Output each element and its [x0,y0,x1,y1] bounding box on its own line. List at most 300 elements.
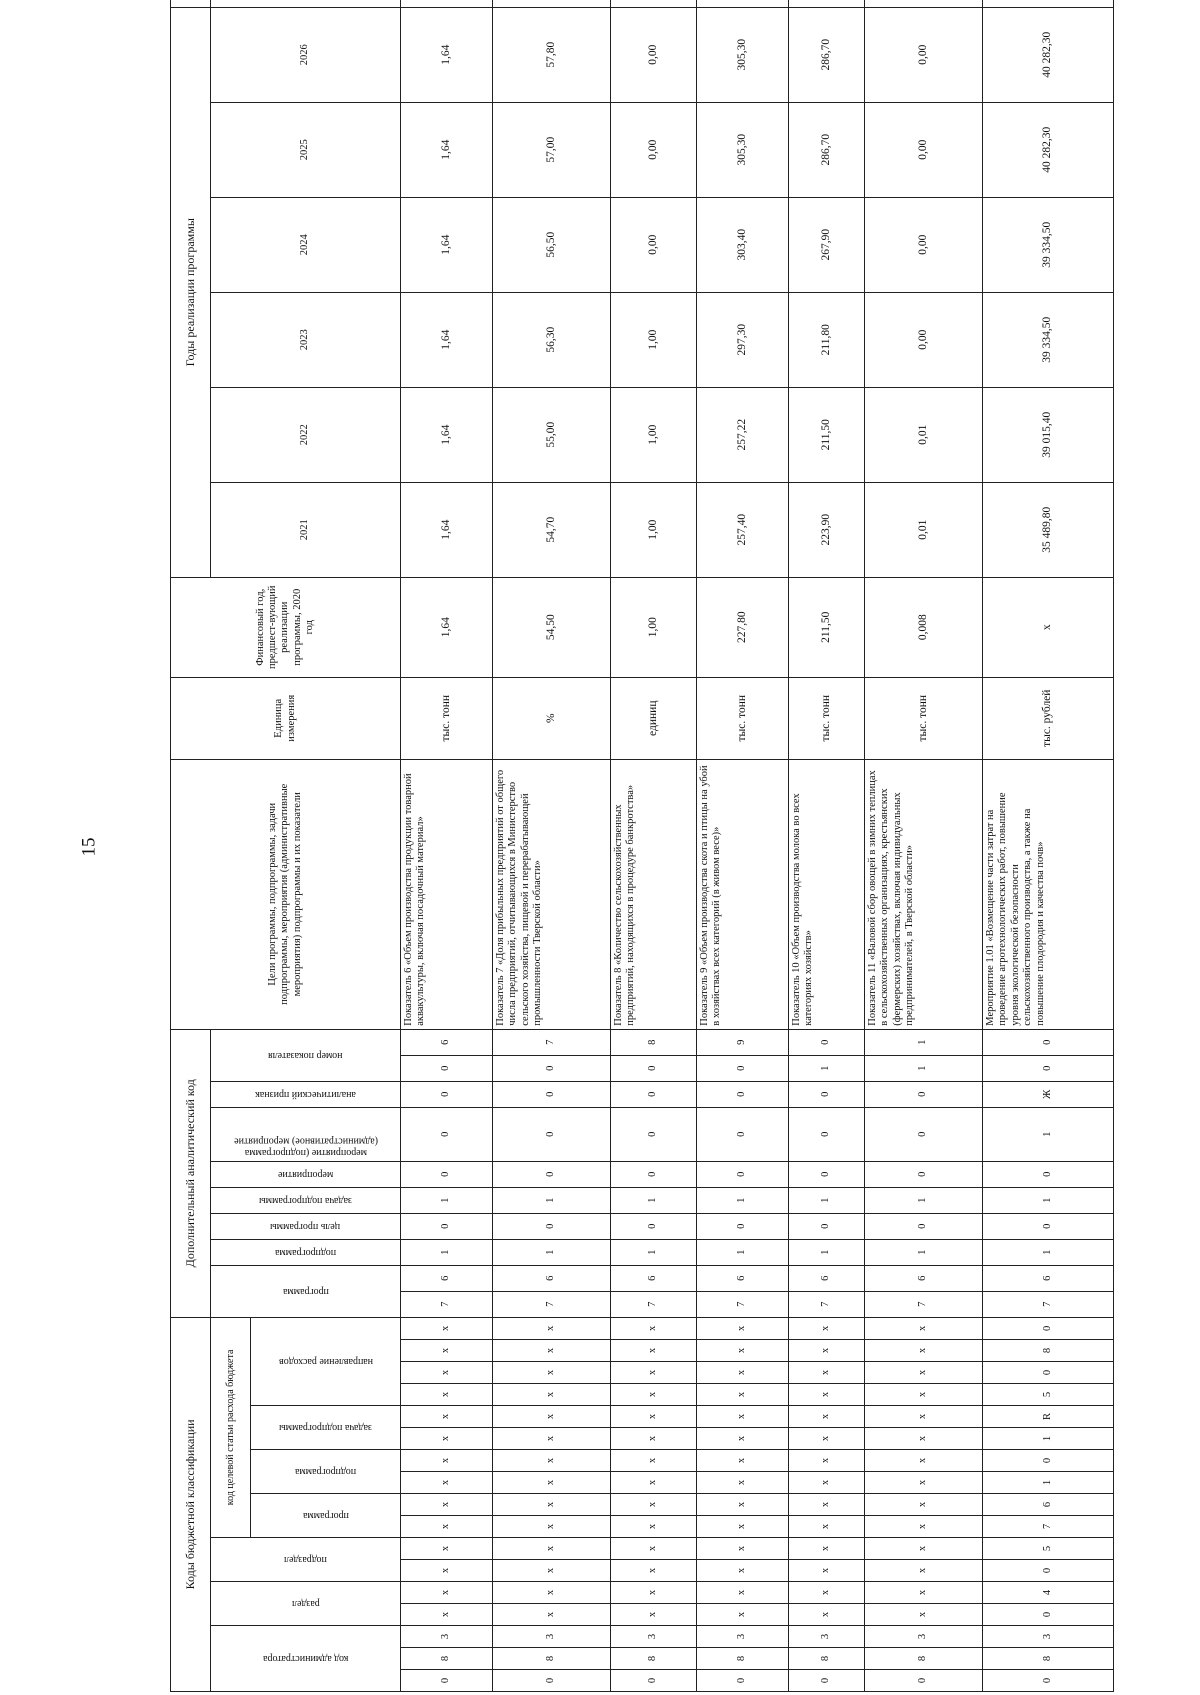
year-value: 40 282,30 [983,7,1114,102]
year-value: 1,64 [401,292,493,387]
budget-code-digit: x [789,1560,865,1582]
additional-code-digit: 0 [789,1107,865,1161]
additional-code-digit: 0 [865,1161,983,1187]
additional-code-digit: 1 [401,1239,493,1265]
budget-code-digit: 1 [983,1428,1114,1450]
budget-code-digit: x [493,1582,611,1604]
budget-code-digit: x [611,1538,697,1560]
budget-code-digit: 8 [983,1340,1114,1362]
budget-code-digit: x [697,1538,789,1560]
budget-code-digit: x [865,1582,983,1604]
additional-code-digit: 6 [789,1265,865,1291]
budget-code-digit: x [697,1516,789,1538]
year-value: 56,50 [493,197,611,292]
budget-code-digit: 8 [865,1648,983,1670]
page-number: 15 [78,837,100,857]
budget-code-digit: x [611,1384,697,1406]
additional-code-digit: 0 [697,1081,789,1107]
budget-code-digit: x [611,1450,697,1472]
year-value: 55,00 [493,387,611,482]
budget-code-digit: 3 [697,1626,789,1648]
budget-code-digit: x [865,1472,983,1494]
budget-code-digit: 3 [983,1626,1114,1648]
additional-code-digit: 0 [697,1055,789,1081]
budget-code-digit: x [789,1472,865,1494]
additional-code-digit: 1 [983,1239,1114,1265]
additional-code-digit: 1 [789,1239,865,1265]
year-value: 57,00 [493,102,611,197]
budget-code-digit: x [401,1538,493,1560]
budget-code-digit: x [789,1317,865,1339]
base-year-value: 0,008 [865,577,983,677]
budget-code-digit: 0 [983,1317,1114,1339]
budget-code-digit: x [789,1582,865,1604]
additional-code-digit: 1 [611,1239,697,1265]
budget-code-digit: R [983,1406,1114,1428]
budget-code-digit: x [865,1494,983,1516]
unit-cell: единиц [611,677,697,759]
indicator-description: Мероприятие 1.01 «Возмещение части затрат на проведение агротехнологических работ, повышение уровня экологической безопасности сельскохозяйственного производства, а также на повышение плодородия и качества почв» [983,759,1114,1029]
budget-code-digit: x [789,1516,865,1538]
podrazdel-header: подраздел [284,1554,327,1566]
additional-code-digit: 0 [983,1029,1114,1055]
budget-code-digit: x [865,1384,983,1406]
target-header [171,0,211,7]
additional-code-digit: 0 [611,1081,697,1107]
budget-code-digit: x [611,1494,697,1516]
budget-code-digit: 1 [983,1472,1114,1494]
budget-code-digit: 0 [983,1450,1114,1472]
year-value: 1,00 [611,482,697,577]
additional-code-digit: 0 [401,1107,493,1161]
year-value: 297,30 [697,292,789,387]
additional-code-digit: 1 [493,1187,611,1213]
additional-code-digit: 0 [983,1213,1114,1239]
budget-code-digit: 6 [983,1494,1114,1516]
base-year-value: x [983,577,1114,677]
additional-code-digit: 7 [611,1291,697,1317]
target-value [789,0,865,7]
target-value [611,0,697,7]
budget-code-digit: x [789,1604,865,1626]
additional-code-digit: 6 [983,1265,1114,1291]
year-value: 1,64 [401,387,493,482]
year-value: 39 334,50 [983,197,1114,292]
additional-code-digit: 6 [611,1265,697,1291]
budget-code-digit: 5 [983,1384,1114,1406]
year-value: 0,01 [865,387,983,482]
year-value: 1,64 [401,482,493,577]
year-value: 0,00 [865,7,983,102]
budget-code-digit: x [401,1362,493,1384]
unit-cell: % [493,677,611,759]
budget-code-digit: x [789,1362,865,1384]
budget-code-digit: 0 [697,1670,789,1692]
budget-code-digit: 8 [493,1648,611,1670]
base-year-value: 227,80 [697,577,789,677]
year-2023-header: 2023 [211,292,401,387]
budget-code-digit: x [697,1384,789,1406]
year-value: 1,64 [401,7,493,102]
budget-code-digit: x [697,1340,789,1362]
base-year-value: 1,64 [401,577,493,677]
additional-code-digit: 1 [865,1029,983,1055]
table-row [865,0,983,1692]
budget-code-digit: x [865,1450,983,1472]
year-value: 35 489,80 [983,482,1114,577]
budget-code-digit: x [789,1340,865,1362]
additional-code-digit: 6 [697,1265,789,1291]
budget-code-digit: 0 [493,1670,611,1692]
additional-code-digit: 0 [789,1081,865,1107]
budget-code-digit: 0 [983,1560,1114,1582]
budget-code-digit: x [401,1384,493,1406]
budget-code-digit: 8 [697,1648,789,1670]
year-value: 57,80 [493,7,611,102]
additional-code-digit: 0 [983,1055,1114,1081]
year-value: 39 334,50 [983,292,1114,387]
additional-code-digit: 0 [493,1081,611,1107]
additional-code-digit: 0 [401,1161,493,1187]
additional-code-digit: 0 [611,1161,697,1187]
budget-code-digit: x [697,1450,789,1472]
budget-code-digit: x [493,1604,611,1626]
budget-code-digit: x [611,1604,697,1626]
budget-code-digit: x [865,1560,983,1582]
year-value: 1,64 [401,197,493,292]
year-value: 0,00 [611,7,697,102]
additional-code-digit: 6 [401,1029,493,1055]
budget-code-digit: x [865,1516,983,1538]
budget-code-digit: x [611,1317,697,1339]
additional-code-digit: 6 [401,1265,493,1291]
additional-code-digit: 0 [789,1161,865,1187]
additional-code-digit: 0 [789,1029,865,1055]
additional-code-digit: 0 [611,1055,697,1081]
additional-code-digit: 7 [865,1291,983,1317]
additional-code-digit: 1 [865,1239,983,1265]
budget-code-digit: x [611,1560,697,1582]
budget-code-digit: x [789,1538,865,1560]
budget-code-digit: 4 [983,1582,1114,1604]
indicator-description: Показатель 8 «Количество сельскохозяйственных предприятий, находящихся в процедуре банкротства» [611,759,697,1029]
additional-code-digit: 1 [697,1239,789,1265]
budget-code-digit: x [611,1472,697,1494]
additional-code-digit: 0 [865,1107,983,1161]
budget-code-digit: 8 [611,1648,697,1670]
budget-code-digit: x [865,1604,983,1626]
add-programma-header: программа [282,1286,329,1298]
budget-code-digit: x [611,1516,697,1538]
budget-code-digit: x [493,1428,611,1450]
budget-code-digit: x [401,1317,493,1339]
unit-cell: тыс. тонн [697,677,789,759]
additional-code-digit: 7 [789,1291,865,1317]
budget-code-digit: x [789,1428,865,1450]
year-value: 1,00 [611,387,697,482]
budget-code-digit: x [789,1494,865,1516]
budget-code-digit: x [493,1538,611,1560]
year-value: 40 282,30 [983,102,1114,197]
additional-code-digit: 7 [493,1029,611,1055]
budget-code-digit: x [401,1472,493,1494]
additional-code-digit: 0 [789,1213,865,1239]
napravlenie-header: направление расходов [278,1356,373,1368]
admin-code-header: код администратора [262,1653,349,1665]
table-row [983,0,1114,1692]
year-value: 305,30 [697,102,789,197]
additional-code-digit: 0 [401,1081,493,1107]
additional-code-digit: 0 [401,1055,493,1081]
budget-code-digit: x [401,1450,493,1472]
budget-code-digit: 8 [983,1648,1114,1670]
budget-code-digit: x [493,1362,611,1384]
base-year-header: Финансовый год, предшест-вующий реализации программы, 2020 год [171,577,401,677]
goals-header: Цели программы, подпрограммы, задачи подпрограммы, мероприятия (административные мероприятия) подпрограммы и их показатели [171,759,401,1029]
indicator-description: Показатель 11 «Валовой сбор овощей в зимних теплицах в сельскохозяйственных организациях, крестьянских (фермерских) хозяйствах, включая индивидуальных предпринимателей, в Тверской области» [865,759,983,1029]
additional-code-digit: 0 [697,1161,789,1187]
table-row [493,0,611,1692]
unit-cell: тыс. тонн [401,677,493,759]
budget-code-digit: x [611,1582,697,1604]
budget-code-digit: x [697,1406,789,1428]
year-value: 257,40 [697,482,789,577]
budget-code-digit: 3 [865,1626,983,1648]
additional-code-digit: 0 [493,1213,611,1239]
budget-code-digit: x [697,1582,789,1604]
target-sub-header [211,0,401,7]
table-row [697,0,789,1692]
programma-header: программа [302,1510,349,1522]
add-nomer-header: номер показателя [268,1050,343,1062]
year-value: 0,00 [865,197,983,292]
unit-cell: тыс. тонн [789,677,865,759]
program-indicators-table [170,0,1114,1692]
table-body [401,0,1114,1692]
year-2024-header: 2024 [211,197,401,292]
razdel-header: раздел [291,1598,320,1610]
year-value: 303,40 [697,197,789,292]
add-podprogramma-header: подпрограмма [274,1247,337,1259]
budget-code-digit: 0 [983,1362,1114,1384]
year-value: 56,30 [493,292,611,387]
budget-code-digit: x [865,1538,983,1560]
rotated-table-wrapper [170,32,1085,1692]
budget-code-digit: 0 [611,1670,697,1692]
table-row [789,0,865,1692]
budget-code-digit: x [493,1516,611,1538]
budget-code-digit: x [697,1560,789,1582]
budget-code-digit: x [697,1472,789,1494]
budget-code-digit: x [611,1362,697,1384]
additional-code-digit: 0 [611,1107,697,1161]
additional-code-digit: 0 [983,1161,1114,1187]
add-zadacha-header: задача подпрограммы [259,1195,352,1207]
additional-code-digit: 1 [865,1187,983,1213]
year-value: 0,01 [865,482,983,577]
additional-code-digit: 8 [611,1029,697,1055]
additional-code-header: Дополнительный аналитический код [171,1029,211,1317]
year-value: 257,22 [697,387,789,482]
indicator-description: Показатель 7 «Доля прибыльных предприятий от общего числа предприятий, отчитывающихся в Министерство сельского хозяйства, пищевой и перерабатывающей промышленности Тверской области» [493,759,611,1029]
budget-code-digit: 8 [789,1648,865,1670]
target-value [983,0,1114,7]
additional-code-digit: 9 [697,1029,789,1055]
additional-code-digit: 1 [493,1239,611,1265]
budget-code-digit: x [789,1450,865,1472]
year-value: 0,00 [865,292,983,387]
budget-code-digit: x [865,1362,983,1384]
year-value: 0,00 [865,102,983,197]
target-value [493,0,611,7]
year-value: 286,70 [789,102,865,197]
year-value: 267,90 [789,197,865,292]
budget-code-digit: x [697,1317,789,1339]
budget-code-digit: x [865,1406,983,1428]
base-year-value: 211,50 [789,577,865,677]
year-value: 305,30 [697,7,789,102]
additional-code-digit: 7 [401,1291,493,1317]
year-value: 211,50 [789,387,865,482]
year-value: 211,80 [789,292,865,387]
zadacha-podprogrammy-header: задача подпрограммы [279,1422,372,1434]
year-2022-header: 2022 [211,387,401,482]
base-year-value: 54,50 [493,577,611,677]
budget-code-digit: x [697,1362,789,1384]
budget-code-digit: x [493,1494,611,1516]
budget-code-digit: 0 [789,1670,865,1692]
budget-code-digit: x [697,1494,789,1516]
budget-code-digit: x [493,1472,611,1494]
budget-code-digit: 3 [789,1626,865,1648]
budget-code-digit: x [401,1582,493,1604]
budget-code-digit: x [401,1494,493,1516]
budget-code-digit: 0 [983,1670,1114,1692]
additional-code-digit: 1 [611,1187,697,1213]
additional-code-digit: 6 [865,1265,983,1291]
additional-code-digit: 0 [865,1213,983,1239]
year-value: 1,64 [401,102,493,197]
indicator-description: Показатель 6 «Объем производства продукции товарной аквакультуры, включая посадочный материал» [401,759,493,1029]
year-value: 1,00 [611,292,697,387]
budget-code-digit: x [611,1406,697,1428]
budget-code-digit: x [493,1317,611,1339]
additional-code-digit: 0 [865,1081,983,1107]
budget-code-digit: x [865,1340,983,1362]
budget-code-digit: 0 [983,1604,1114,1626]
target-value [401,0,493,7]
additional-code-digit: 0 [493,1107,611,1161]
additional-code-digit: 1 [401,1187,493,1213]
additional-code-digit: 0 [493,1055,611,1081]
additional-code-digit: 1 [789,1187,865,1213]
year-value: 39 015,40 [983,387,1114,482]
additional-code-digit: 7 [697,1291,789,1317]
budget-code-digit: 7 [983,1516,1114,1538]
add-cel-programmy-header: цель программы [270,1221,341,1233]
budget-code-digit: 3 [611,1626,697,1648]
add-meropriyatie-header: мероприятие [277,1169,334,1181]
budget-code-digit: x [401,1516,493,1538]
budget-code-digit: x [493,1406,611,1428]
additional-code-digit: Ж [983,1081,1114,1107]
base-year-value: 1,00 [611,577,697,677]
indicator-description: Показатель 10 «Объем производства молока во всех категориях хозяйств» [789,759,865,1029]
year-value: 54,70 [493,482,611,577]
budget-code-digit: x [401,1340,493,1362]
budget-code-digit: 3 [493,1626,611,1648]
budget-code-digit: x [401,1406,493,1428]
unit-cell: тыс. рублей [983,677,1114,759]
target-value [697,0,789,7]
budget-code-digit: x [611,1340,697,1362]
additional-code-digit: 0 [611,1213,697,1239]
additional-code-digit: 1 [983,1187,1114,1213]
year-2026-header: 2026 [211,7,401,102]
unit-cell: тыс. тонн [865,677,983,759]
table-row [401,0,493,1692]
budget-code-digit: 3 [401,1626,493,1648]
budget-code-digit: x [789,1384,865,1406]
year-value: 286,70 [789,7,865,102]
podprogramma-header: подпрограмма [294,1466,357,1478]
budget-codes-header: Коды бюджетной классификации [171,1317,211,1691]
table-row [611,0,697,1692]
add-analytic-header: аналитический признак [255,1089,356,1101]
budget-code-digit: x [865,1317,983,1339]
year-value: 0,00 [611,197,697,292]
budget-code-digit: x [697,1428,789,1450]
budget-code-digit: x [789,1406,865,1428]
target-value [865,0,983,7]
budget-code-digit: 0 [401,1670,493,1692]
year-value: 223,90 [789,482,865,577]
year-value: 0,00 [611,102,697,197]
additional-code-digit: 0 [401,1213,493,1239]
years-header: Годы реализации программы [171,7,211,577]
budget-code-digit: x [697,1604,789,1626]
additional-code-digit: 0 [697,1107,789,1161]
additional-code-digit: 7 [493,1291,611,1317]
budget-code-digit: x [401,1560,493,1582]
indicator-description: Показатель 9 «Объем производства скота и птицы на убой в хозяйствах всех категорий (в живом весе)» [697,759,789,1029]
additional-code-digit: 1 [789,1055,865,1081]
budget-code-digit: 0 [865,1670,983,1692]
budget-code-digit: x [401,1428,493,1450]
additional-code-digit: 1 [697,1187,789,1213]
year-2025-header: 2025 [211,102,401,197]
budget-code-digit: x [493,1450,611,1472]
budget-code-digit: x [865,1428,983,1450]
unit-header: Единица измерения [171,677,401,759]
year-2021-header: 2021 [211,482,401,577]
budget-code-digit: 5 [983,1538,1114,1560]
budget-code-digit: x [611,1428,697,1450]
additional-code-digit: 0 [493,1161,611,1187]
budget-code-digit: x [401,1604,493,1626]
additional-code-digit: 1 [983,1107,1114,1161]
budget-code-digit: 8 [401,1648,493,1670]
budget-code-digit: x [493,1340,611,1362]
additional-code-digit: 1 [865,1055,983,1081]
target-item-header: код целевой статьи расхода бюджета [211,1317,251,1537]
additional-code-digit: 6 [493,1265,611,1291]
add-meropriyatie-admin-header: мероприятие (подпрограмма (административное) мероприятие [233,1135,378,1159]
budget-code-digit: x [493,1384,611,1406]
additional-code-digit: 0 [697,1213,789,1239]
additional-code-digit: 7 [983,1291,1114,1317]
budget-code-digit: x [493,1560,611,1582]
